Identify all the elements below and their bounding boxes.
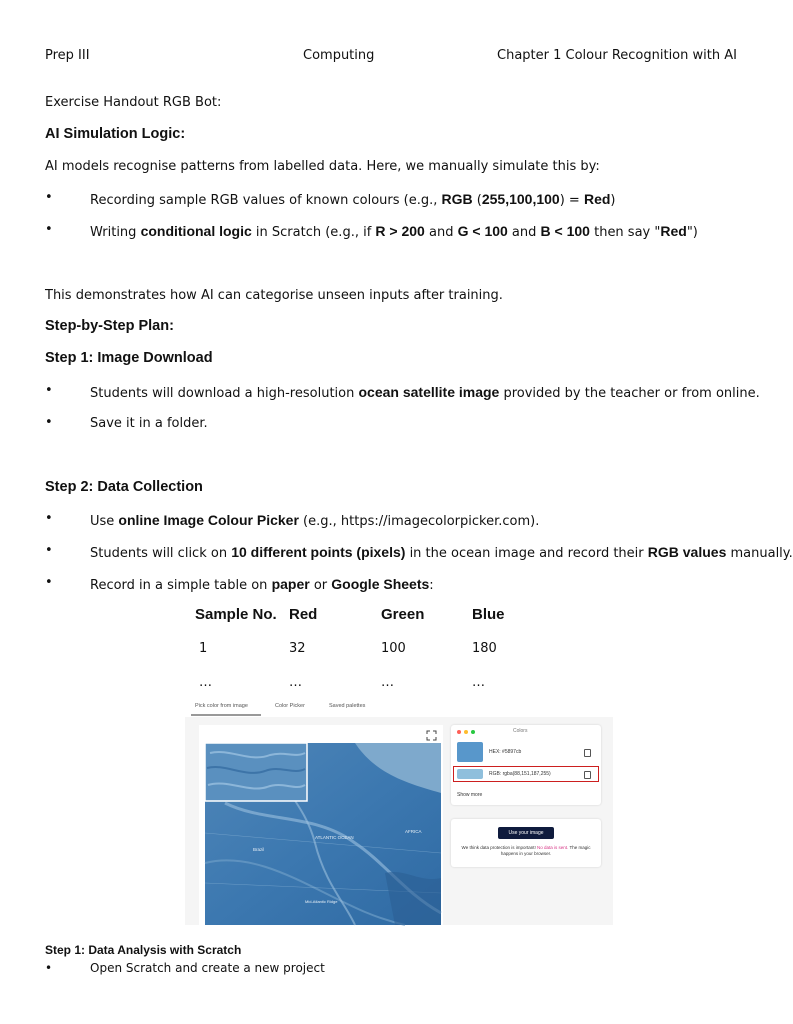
ocean-satellite-map[interactable] (205, 743, 441, 925)
window-maximize-dot[interactable] (471, 730, 475, 734)
privacy-note: We think data protection is important! No data is sent. The magic happens in your browser. (461, 845, 591, 856)
bullet-marker: • (45, 961, 53, 975)
table-header-red: Red (289, 606, 318, 623)
bullet-marker: • (45, 415, 53, 430)
tab-saved-palettes[interactable]: Saved palettes (329, 703, 366, 709)
table-cell: … (472, 675, 485, 690)
picker-tabs (185, 697, 613, 717)
table-cell: 32 (289, 641, 306, 656)
bullet-marker: • (45, 511, 53, 526)
colors-panel-title: Colors (513, 728, 528, 734)
map-card (199, 725, 443, 925)
bullet-marker: • (45, 543, 53, 558)
bullet-click-points: Students will click on 10 different points (pixels) in the ocean image and record their RGB values manually. (90, 544, 793, 561)
rgb-swatch (457, 769, 483, 779)
map-label-ridge: Mid-Atlantic Ridge (305, 899, 338, 904)
step2-heading: Step 2: Data Collection (45, 479, 203, 495)
hex-swatch (457, 742, 483, 762)
table-cell: … (381, 675, 394, 690)
fullscreen-icon[interactable] (427, 731, 436, 740)
plan-heading: Step-by-Step Plan: (45, 318, 174, 334)
bullet-open-scratch: Open Scratch and create a new project (90, 961, 325, 975)
bullet-conditional-logic: Writing conditional logic in Scratch (e.g., if R > 200 and G < 100 and B < 100 then say "Red") (90, 223, 698, 240)
copy-icon[interactable] (584, 749, 591, 757)
map-label-atlantic: ATLANTIC OCEAN (315, 835, 354, 840)
bullet-marker: • (45, 222, 53, 237)
window-minimize-dot[interactable] (464, 730, 468, 734)
header-left: Prep III (45, 48, 90, 63)
tab-color-picker[interactable]: Color Picker (275, 703, 305, 709)
colour-picker-screenshot (185, 697, 613, 925)
table-header-blue: Blue (472, 606, 505, 623)
bullet-save: Save it in a folder. (90, 416, 208, 431)
show-more-link[interactable]: Show more (457, 792, 483, 798)
bullet-colour-picker: Use online Image Colour Picker (e.g., https://imagecolorpicker.com). (90, 512, 540, 529)
table-cell: 1 (199, 641, 208, 656)
table-cell: 100 (381, 641, 406, 656)
copy-icon[interactable] (584, 771, 591, 779)
step1-heading: Step 1: Image Download (45, 350, 213, 366)
bullet-record-table: Record in a simple table on paper or Google Sheets: (90, 576, 434, 593)
rgb-value: RGB: rgba(88,151,187,255) (489, 771, 551, 777)
table-header-green: Green (381, 606, 425, 623)
tab-pick-color[interactable]: Pick color from image (195, 703, 248, 709)
map-label-africa: AFRICA (405, 829, 422, 834)
privacy-link: No data is sent. (537, 845, 569, 850)
header-right: Chapter 1 Colour Recognition with AI (497, 48, 737, 63)
window-close-dot[interactable] (457, 730, 461, 734)
bullet-marker: • (45, 190, 53, 205)
table-cell: 180 (472, 641, 497, 656)
map-label-brazil: Brazil (253, 847, 265, 852)
table-cell: … (289, 675, 302, 690)
table-cell: … (199, 675, 212, 690)
bullet-download: Students will download a high-resolution ocean satellite image provided by the teacher or from online. (90, 384, 760, 401)
use-image-panel (451, 819, 601, 867)
colors-panel (451, 725, 601, 805)
active-tab-indicator (191, 714, 261, 716)
handout-title: Exercise Handout RGB Bot: (45, 95, 222, 110)
bullet-rgb-sample: Recording sample RGB values of known colours (e.g., RGB (255,100,100) = Red) (90, 191, 616, 208)
use-your-image-button[interactable]: Use your image (498, 827, 554, 839)
table-header-sample: Sample No. (195, 606, 277, 623)
header-center: Computing (303, 48, 375, 63)
bullet-marker: • (45, 383, 53, 398)
ai-simulation-heading: AI Simulation Logic: (45, 126, 186, 142)
intro-paragraph: AI models recognise patterns from labelled data. Here, we manually simulate this by: (45, 159, 600, 174)
bullet-marker: • (45, 575, 53, 590)
hex-value: HEX: #5897cb (489, 749, 522, 755)
closing-paragraph: This demonstrates how AI can categorise unseen inputs after training. (45, 288, 503, 303)
scratch-step-heading: Step 1: Data Analysis with Scratch (45, 943, 242, 957)
